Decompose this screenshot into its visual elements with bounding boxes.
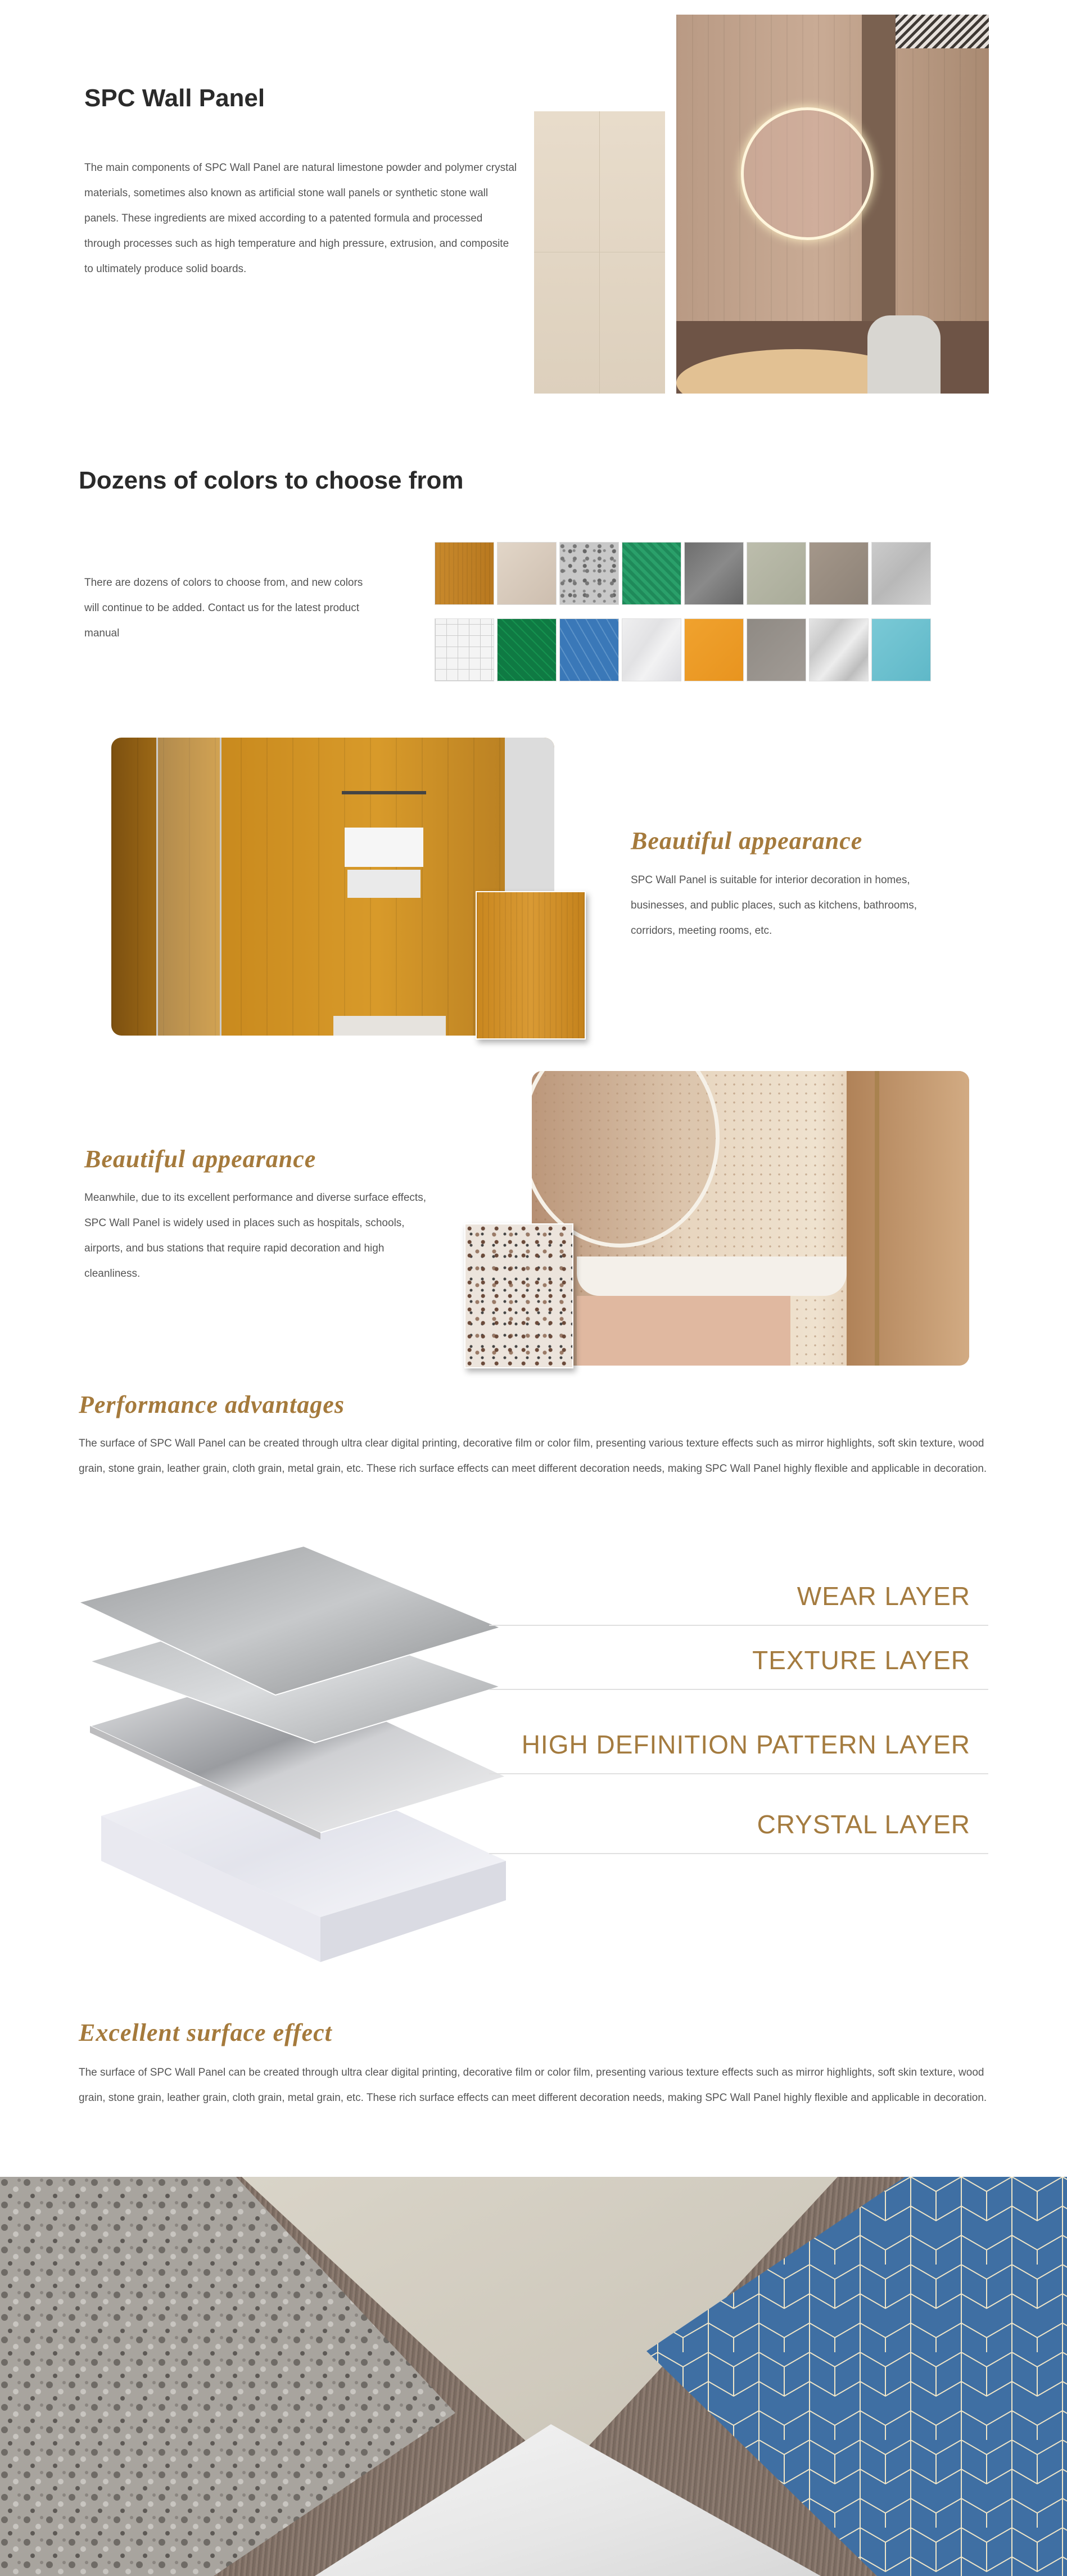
swatch-green-chevron[interactable] bbox=[497, 618, 557, 681]
swatch-wood-amber[interactable] bbox=[435, 542, 494, 605]
swatch-calacatta-marble[interactable] bbox=[809, 618, 869, 681]
swatch-dark-grey-stone[interactable] bbox=[684, 542, 744, 605]
layer-label-crystal: CRYSTAL LAYER bbox=[757, 1810, 970, 1839]
swatch-white-marble[interactable] bbox=[622, 618, 681, 681]
appearance2-title: Beautiful appearance bbox=[84, 1145, 317, 1173]
layer-label-pattern: HIGH DEFINITION PATTERN LAYER bbox=[521, 1730, 970, 1759]
swatch-sage-grey[interactable] bbox=[747, 542, 806, 605]
panels-collage-photo bbox=[0, 2177, 1067, 2576]
appearance1-paragraph: SPC Wall Panel is suitable for interior decoration in homes, businesses, and public places, such as kitchens, bathrooms, corridors, meeting rooms, etc. bbox=[631, 874, 917, 937]
swatch-beige-plain[interactable] bbox=[497, 542, 557, 605]
swatch-light-grey-stone[interactable] bbox=[871, 542, 931, 605]
layer-divider-texture bbox=[489, 1689, 988, 1690]
swatch-blue-cube[interactable] bbox=[559, 618, 619, 681]
swatch-aqua-solid[interactable] bbox=[871, 618, 931, 681]
appearance1-title: Beautiful appearance bbox=[631, 827, 863, 855]
surface-title: Excellent surface effect bbox=[79, 2019, 332, 2046]
terrazzo-panel-sample-image bbox=[464, 1223, 573, 1368]
colors-title: Dozens of colors to choose from bbox=[79, 467, 464, 494]
swatch-grey-terrazzo[interactable] bbox=[559, 542, 619, 605]
amber-panel-sample-image bbox=[476, 891, 586, 1040]
intro-title: SPC Wall Panel bbox=[84, 84, 265, 112]
swatch-grey-concrete[interactable] bbox=[747, 618, 806, 681]
layer-divider-pattern bbox=[489, 1773, 988, 1774]
swatch-green-pattern[interactable] bbox=[622, 542, 681, 605]
swatch-white-grid-tile[interactable] bbox=[435, 618, 494, 681]
swatch-taupe-stone[interactable] bbox=[809, 542, 869, 605]
performance-title: Performance advantages bbox=[79, 1391, 345, 1418]
bathroom-mirror-photo bbox=[676, 15, 989, 394]
colors-paragraph: There are dozens of colors to choose from, and new colors will continue to be added. Contact us for the latest product manual bbox=[84, 577, 363, 639]
appearance2-paragraph: Meanwhile, due to its excellent performance and diverse surface effects, SPC Wall Panel is widely used in places such as hospitals, schools, airports, and bus stations that require rapid decoration and high cleanliness. bbox=[84, 1192, 426, 1280]
layer-label-texture: TEXTURE LAYER bbox=[752, 1646, 970, 1675]
layer-divider-crystal bbox=[489, 1853, 988, 1854]
terrazzo-bathroom-photo bbox=[532, 1071, 969, 1366]
beige-panel-sample-image bbox=[534, 111, 665, 394]
surface-paragraph: The surface of SPC Wall Panel can be created through ultra clear digital printing, decorative film or color film, presenting various texture effects such as mirror highlights, soft skin texture, wood grain, stone grain, leather grain, cloth grain, metal grain, etc. These rich surface effects can meet different decoration needs, making SPC Wall Panel highly flexible and applicable in decoration. bbox=[79, 2067, 987, 2104]
layer-label-wear: WEAR LAYER bbox=[797, 1581, 970, 1611]
layer-divider-wear bbox=[489, 1625, 988, 1626]
swatch-orange-solid[interactable] bbox=[684, 618, 744, 681]
performance-paragraph: The surface of SPC Wall Panel can be created through ultra clear digital printing, decorative film or color film, presenting various texture effects such as mirror highlights, soft skin texture, wood grain, stone grain, leather grain, cloth grain, metal grain, etc. These rich surface effects can meet different decoration needs, making SPC Wall Panel highly flexible and applicable in decoration. bbox=[79, 1438, 987, 1475]
intro-paragraph: The main components of SPC Wall Panel are natural limestone powder and polymer crystal materials, sometimes also known as artificial stone wall panels or synthetic stone wall panels. These ingredients are mixed according to a patented formula and processed through processes such as high temperature and high pressure, extrusion, and composite to ultimately produce solid boards. bbox=[84, 162, 517, 275]
panel-layers-illustration bbox=[79, 1546, 517, 1962]
